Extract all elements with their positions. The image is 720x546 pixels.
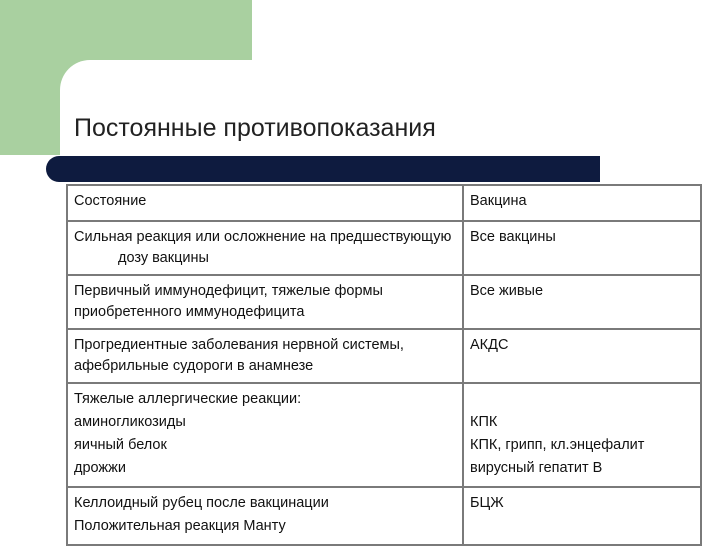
vaccine-text: Все живые xyxy=(470,283,544,300)
table-row xyxy=(67,383,701,487)
vaccine-cell xyxy=(463,487,701,545)
condition-text: Положительная реакция Манту xyxy=(74,518,286,535)
vaccine-text: КПК xyxy=(470,414,498,431)
condition-text: Келлоидный рубец после вакцинации xyxy=(74,495,329,512)
slide-title: Постоянные противопоказания xyxy=(74,114,436,142)
condition-text: Первичный иммунодефицит, тяжелые формы приобретенного иммунодефицита xyxy=(74,283,383,321)
condition-text: Сильная реакция или осложнение на предшествующую дозу вакцины xyxy=(74,229,452,267)
header-vaccine: Вакцина xyxy=(463,185,701,221)
header-condition: Состояние xyxy=(67,185,463,221)
condition-cell xyxy=(67,221,463,275)
condition-text: Тяжелые аллергические реакции: xyxy=(74,391,302,408)
vaccine-cell xyxy=(463,275,701,329)
condition-text: аминогликозиды xyxy=(74,414,186,431)
condition-cell xyxy=(67,275,463,329)
vaccine-text: КПК, грипп, кл.энцефалит xyxy=(470,437,645,454)
vaccine-text: вирусный гепатит В xyxy=(470,460,603,477)
vaccine-text xyxy=(470,389,694,410)
table-row xyxy=(67,329,701,383)
condition-cell xyxy=(67,383,463,487)
condition-text: Прогредиентные заболевания нервной системы, афебрильные судороги в анамнезе xyxy=(74,337,404,375)
condition-text: дрожжи xyxy=(74,460,126,477)
vaccine-cell xyxy=(463,221,701,275)
condition-text: яичный белок xyxy=(74,437,167,454)
vaccine-cell xyxy=(463,329,701,383)
table-row xyxy=(67,487,701,545)
vaccine-cell xyxy=(463,383,701,487)
table-row xyxy=(67,275,701,329)
title-underline-bar xyxy=(46,156,600,182)
condition-cell xyxy=(67,329,463,383)
vaccine-text: АКДС xyxy=(470,337,509,354)
vaccine-text: Все вакцины xyxy=(470,229,556,245)
table-row xyxy=(67,221,701,275)
contraindications-table xyxy=(66,184,702,546)
vaccine-text: БЦЖ xyxy=(470,495,504,512)
condition-cell xyxy=(67,487,463,545)
table-header-row xyxy=(67,185,701,221)
